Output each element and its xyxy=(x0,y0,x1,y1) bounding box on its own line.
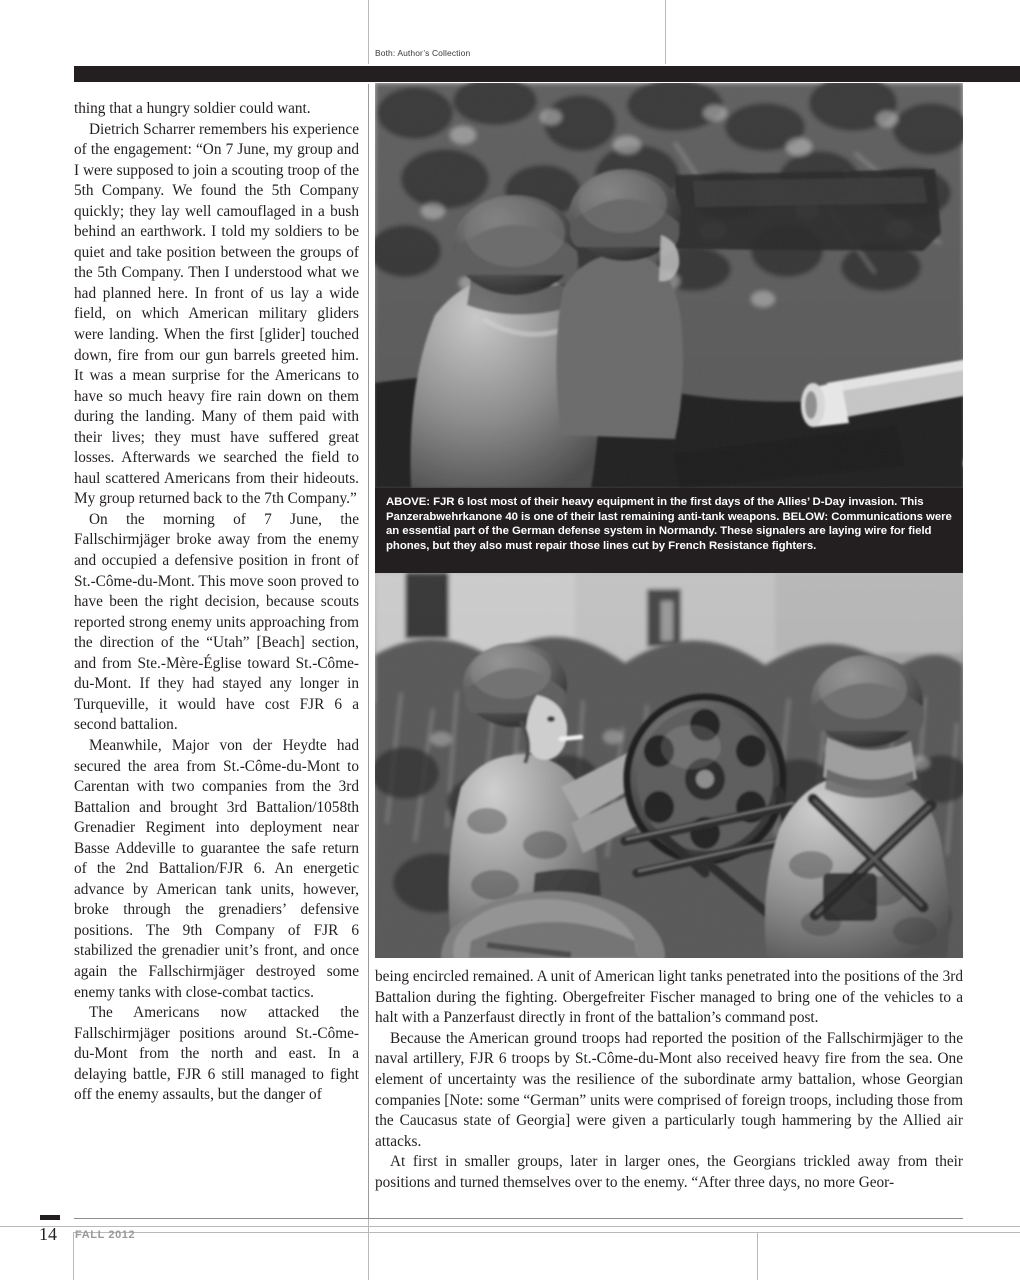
footer-rule xyxy=(74,1218,963,1219)
crop-mark-vertical-middle xyxy=(665,0,666,64)
crop-mark-horizontal-lower xyxy=(73,1232,1020,1233)
crop-mark-vertical-left xyxy=(368,0,369,64)
paragraph: thing that a hungry soldier could want. xyxy=(74,100,311,117)
crop-mark-bottom-middle xyxy=(757,1232,758,1280)
column-divider-rule xyxy=(368,84,369,1218)
footer-tick-mark xyxy=(40,1215,60,1220)
body-text-left-column xyxy=(74,99,359,1106)
paragraph: At first in smaller groups, later in larger ones, the Georgians trickled away from their positions and turned themselves over to the enemy. “After three days, no more Geor- xyxy=(375,1153,963,1191)
paragraph: On the morning of 7 June, the Fallschirmjäger broke away from the enemy and occupied a defensive position in front of St.-Côme-du-Mont. This move soon proved to have been the right decision, because scouts reported strong enemy units approaching from the direction of the “Utah” [Beach] section, and from Ste.-Mère-Église toward St.-Côme-du-Mont. If they had stayed any longer in Turqueville, it would have cost FJR 6 a second battalion. xyxy=(74,510,359,734)
crop-mark-horizontal-upper xyxy=(0,1226,1020,1227)
paragraph: The Americans now attacked the Fallschirmjäger positions around St.-Côme-du-Mont from the north and east. In a delaying battle, FJR 6 still managed to fight off the enemy assaults, but the danger of xyxy=(74,1004,359,1104)
photo-antitank-gun-crew xyxy=(375,83,963,488)
photo-caption-bar xyxy=(375,488,963,573)
header-black-band xyxy=(74,66,1020,82)
crop-mark-bottom-gutter xyxy=(73,1232,74,1280)
paragraph: Because the American ground troops had reported the position of the Fallschirmjäger to the naval artillery, FJR 6 troops by St.-Côme-du-Mont also received heavy fire from the sea. One element of uncertainty was the resilience of the subordinate army battalion, whose Georgian companies [Note: some “German” units were comprised of foreign troops, including those from the Caucasus state of Georgia] were given a particularly tough hammering by the Allied air attacks. xyxy=(375,1029,963,1150)
paragraph: Dietrich Scharrer remembers his experience of the engagement: “On 7 June, my group and I were supposed to join a scouting troop of the 5th Company. We found the 5th Company quickly; they lay well camouflaged in a bush behind an earthwork. I told my soldiers to be quiet and take position between the groups of the 5th Company. Then I understood what we had planned here. In front of us lay a wide field, on which American military gliders were landing. When the first [glider] touched down, fire from our gun barrels greeted him. It was a mean surprise for the Americans to have so much heavy fire rain down on them during the landing. Many of them paid with their lives; they must have suffered great losses. Afterwards we searched the field to haul scattered Americans from their hideouts. My group returned back to the 7th Company.” xyxy=(74,120,359,508)
paragraph: Meanwhile, Major von der Heydte had secured the area from St.-Côme-du-Mont to Carentan with two companies from the 3rd Battalion and brought 3rd Battalion/1058th Grenadier Regiment into deployment near Basse Addeville to guarantee the safe return of the 2nd Battalion/FJR 6. An energetic advance by American tank units, however, broke through the grenadiers’ defensive positions. The 9th Company of FJR 6 stabilized the grenadier unit’s front, and once again the Fallschirmjäger destroyed some enemy tanks with close-combat tactics. xyxy=(74,736,359,1001)
issue-label: FALL 2012 xyxy=(75,1229,136,1241)
photo-credit: Both: Author’s Collection xyxy=(375,48,471,58)
caption-text: ABOVE: FJR 6 lost most of their heavy equipment in the first days of the Allies’ D-Day invasion. This Panzerabwehrkanone 40 is one of their last remaining anti-tank weapons. BELOW: Communications were an essential part of the German defense system in Normandy. These signalers are laying wire for field phones, but they also must repair those lines cut by French Resistance fighters. xyxy=(386,496,952,552)
photo-signalers-cable-reel xyxy=(375,573,963,958)
page-number: 14 xyxy=(39,1224,57,1244)
body-text-right-column xyxy=(375,967,963,1194)
paragraph: being encircled remained. A unit of American light tanks penetrated into the positions of the 3rd Battalion during the fighting. Obergefreiter Fischer managed to bring one of the vehicles to a halt with a Panzerfaust directly in front of the battalion’s command post. xyxy=(375,968,963,1027)
